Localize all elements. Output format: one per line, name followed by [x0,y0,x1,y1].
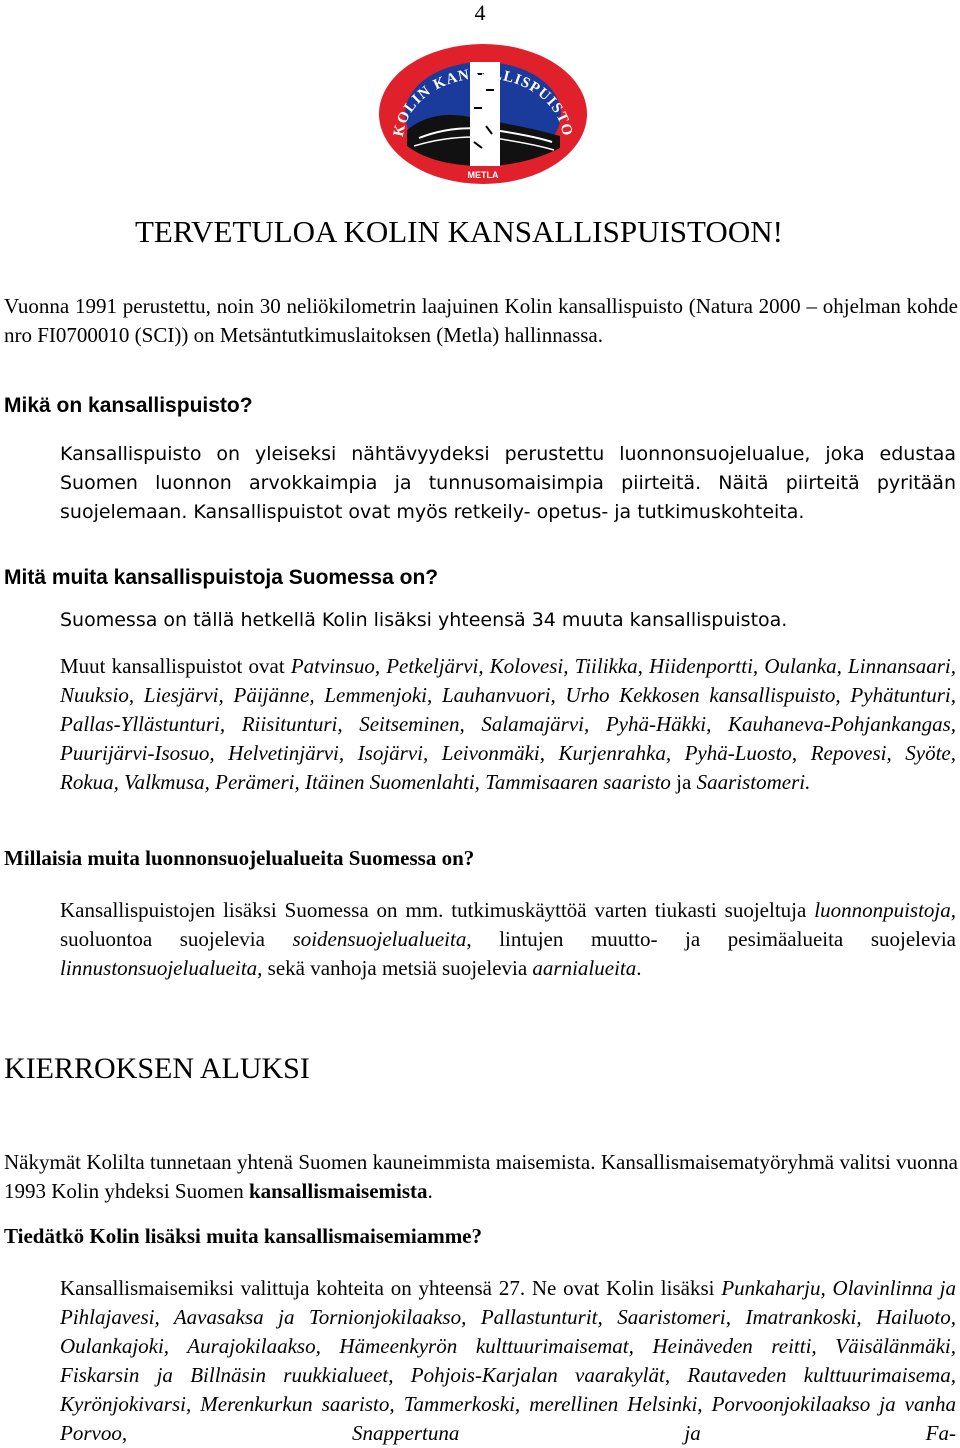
page-number: 4 [474,0,486,25]
heading-what-is-national-park: Mikä on kansallispuisto? [4,394,253,417]
logo-ring-text: KOLIN KANSALLISPUISTO [390,66,576,138]
term-luonnonpuistoja: luonnonpuistoja [814,898,951,922]
heading-kierroksen-aluksi: KIERROKSEN ALUKSI [4,1052,310,1085]
kolin-kansallispuisto-logo [374,38,592,184]
term-kansallismaisemista: kansallismaisemista [249,1179,428,1203]
parks-intro: Muut kansallispuistot ovat [60,654,285,678]
page-title: TERVETULOA KOLIN KANSALLISPUISTOON! [135,214,783,249]
protected-areas-paragraph: Kansallispuistojen lisäksi Suomessa on mm. tutkimuskäyttöä varten tiukasti suojeltuja luonnonpuistoja, suoluontoa suojelevia soidensuojelualueita, lintujen muutto- ja pesimäalueita suojelevia linnustonsuojelualueita, sekä vanhoja metsiä suojelevia aarnialueita. [60,898,957,980]
logo-metla-text: METLA [467,170,499,180]
heading-other-protected-areas: Millaisia muita luonnonsuojelualueita Suomessa on? [4,846,475,870]
term-linnustonsuojelualueita: linnustonsuojelualueita, [60,956,263,980]
parks-names: Patvinsuo, Petkeljärvi, Kolovesi, Tiilikka, Hiidenportti, Oulanka, Linnansaari, Nuuksio, Liesjärvi, Päijänne, Lemmenjoki, Lauhanvuori, Urho Kekkosen kansallispuisto, Pyhätunturi, Pallas-Yllästunturi, Riisitunturi, Seitseminen, Salamajärvi, Pyhä-Häkki, Kauhaneva-Pohjankangas, Puurijärvi-Isosuo, Helvetinjärvi, Isojärvi, Leivonmäki, Kurjenrahka, Pyhä-Luosto, Repovesi, Syöte, Rokua, Valkmusa, Perämeri, Itäinen Suomenlahti, Tammisaaren saaristo [60,654,957,794]
national-landscapes-paragraph: Kansallismaisemiksi valittuja kohteita on yhteensä 27. Ne ovat Kolin lisäksi Punkaharju, Olavinlinna ja Pihlajavesi, Aavasaksa ja Tornionjokilaakso, Pallastunturit, Saaristomeri, Imatrankoski, Hailuoto, Oulankajoki, Aurajokilaakso, Hämeenkyrön kulttuurimaisemat, Heinäveden reitti, Väisälänmäki, Fiskarsin ja Billnäsin ruukkialueet, Pohjois-Karjalan vaarakylät, Rautaveden kulttuurimaisema, Kyrönjokivarsi, Merenkurkun saaristo, Tammerkoski, merellinen Helsinki, Porvoonjokilaakso ja vanha Porvoo, Snappertuna ja Fa- [60,1276,957,1445]
national-landscapes-list: Punkaharju, Olavinlinna ja Pihlajavesi, Aavasaksa ja Tornionjokilaakso, Pallastunturit, Saaristomeri, Imatrankoski, Hailuoto, Oulankajoki, Aurajokilaakso, Hämeenkyrön kulttuurimaisemat, Heinäveden reitti, Väisälänmäki, Fiskarsin ja Billnäsin ruukkialueet, Pohjois-Karjalan vaarakylät, Rautaveden kulttuurimaisema, Kyrönjokivarsi, Merenkurkun saaristo, Tammerkoski, merellinen Helsinki, Porvoonjokilaakso ja vanha Porvoo, Snappertuna ja Fa- [60,1276,957,1445]
heading-other-national-parks: Mitä muita kansallispuistoja Suomessa on? [4,566,439,589]
national-parks-list [60,652,956,797]
parks-last: Saaristomeri. [696,770,811,794]
intro-paragraph: Vuonna 1991 perustettu, noin 30 neliökilometrin laajuinen Kolin kansallispuisto (Natura 2000 – ohjelman kohde nro FI0700010 (SCI)) on Metsäntutkimuslaitoksen (Metla) hallinnassa. [4,294,958,347]
other-parks-count: Suomessa on tällä hetkellä Kolin lisäksi yhteensä 34 muuta kansallispuistoa. [60,609,788,631]
term-aarnialueita: aarnialueita [532,956,637,980]
national-park-definition: Kansallispuisto on yleiseksi nähtävyydeksi perustettu luonnonsuojelualue, joka edustaa Suomen luonnon arvokkaimpia ja tunnusomaisimpia piirteitä. Näitä piirteitä pyritään suojelemaan. Kansallispuistot ovat myös retkeily- opetus- ja tutkimuskohteita. [60,443,956,523]
parks-and: ja [676,770,692,794]
term-soidensuojelualueita: soidensuojelualueita [292,927,467,951]
heading-national-landscapes: Tiedätkö Kolin lisäksi muita kansallismaisemiamme? [4,1224,483,1248]
landscape-paragraph: Näkymät Kolilta tunnetaan yhtenä Suomen kauneimmista maisemista. Kansallismaisematyöryhmä valitsi vuonna 1993 Kolin yhdeksi Suomen kansallismaisemista. [4,1150,958,1203]
